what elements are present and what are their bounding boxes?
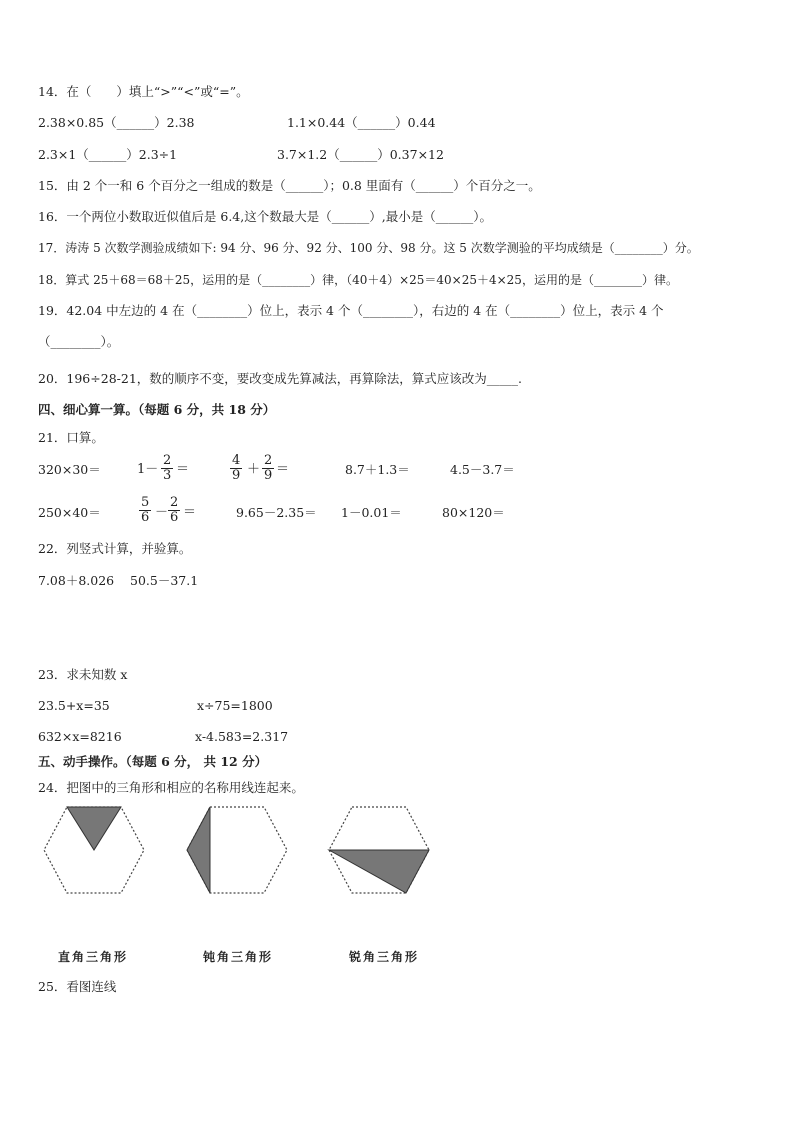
q21-e5: 4.5－3.7＝ <box>450 462 515 477</box>
q21-e3-num2: 2 <box>264 453 273 468</box>
q19-line1: 19．42.04 中左边的 4 在（________）位上，表示 4 个（________），右边的 4 在（________）位上，表示 4 个 <box>38 303 664 318</box>
q21-e7-frac2 <box>168 496 180 525</box>
q18-text: 18．算式 25＋68＝68＋25，运用的是（________）律，（40＋4）×25＝40×25＋4×25，运用的是（________）律。 <box>38 273 678 287</box>
q21-e6: 250×40＝ <box>38 505 101 520</box>
q16-text: 16．一个两位小数取近似值后是 6.4,这个数最大是（______）,最小是（______）。 <box>38 209 492 224</box>
q23-e4: x-4.583=2.317 <box>195 729 289 744</box>
q21-e2-frac <box>161 454 173 483</box>
q15-text: 15．由 2 个一和 6 个百分之一组成的数是（______）；0.8 里面有（______）个百分之一。 <box>38 178 541 193</box>
q21-e3-post: ＝ <box>276 462 290 477</box>
q24-title: 24．把图中的三角形和相应的名称用线连起来。 <box>38 780 304 795</box>
q14-expr-c: 2.3×1（______）2.3÷1 <box>38 147 178 162</box>
q21-e3-num1: 4 <box>232 453 241 468</box>
q23-e3: 632×x=8216 <box>38 729 122 744</box>
section-4-heading: 四、细心算一算。（每题 6 分，共 18 分） <box>38 402 276 417</box>
q21-e2-post: ＝ <box>176 462 190 477</box>
q17-text: 17．涛涛 5 次数学测验成绩如下: 94 分、96 分、92 分、100 分、98 分。这 5 次数学测验的平均成绩是（________）分。 <box>38 241 699 255</box>
q21-e8: 9.65－2.35＝ <box>236 505 317 520</box>
q23-e2: x÷75=1800 <box>197 698 273 713</box>
q25-title: 25．看图连线 <box>38 979 117 994</box>
q21-e4: 8.7＋1.3＝ <box>345 462 410 477</box>
q21-title: 21．口算。 <box>38 430 104 445</box>
q22-e2: 50.5－37.1 <box>130 573 199 588</box>
q21-e2-num: 2 <box>163 453 172 468</box>
q19-line2: （________）。 <box>38 334 120 349</box>
hexagon-figure-2 <box>183 805 291 895</box>
q21-e7-post: ＝ <box>183 505 197 520</box>
q20-text: 20．196÷28-21，数的顺序不变，要改变成先算减法，再算除法，算式应该改为_____. <box>38 371 522 386</box>
q14-title: 14．在（ ）填上“>”“<”或“=”。 <box>38 84 249 99</box>
q21-e7-num1: 5 <box>141 495 150 510</box>
q21-e3-frac2 <box>262 454 274 483</box>
hexagon-figure-1 <box>40 805 148 895</box>
q21-e7-frac1 <box>139 496 151 525</box>
q21-e7-den1: 6 <box>141 510 150 525</box>
q21-e1: 320×30＝ <box>38 462 101 477</box>
q21-e2-pre: 1－ <box>137 462 159 477</box>
shaded-triangle-2 <box>187 807 210 893</box>
q21-e3-op: ＋ <box>247 462 261 477</box>
q22-e1: 7.08＋8.026 <box>38 573 115 588</box>
q21-e3-den1: 9 <box>232 468 241 483</box>
q21-e9: 1－0.01＝ <box>341 505 402 520</box>
shaded-triangle-1 <box>67 807 121 850</box>
label-acute-triangle: 锐角三角形 <box>349 950 420 964</box>
q21-e3-den2: 9 <box>264 468 273 483</box>
label-obtuse-triangle: 钝角三角形 <box>203 950 274 964</box>
q23-e1: 23.5+x=35 <box>38 698 110 713</box>
shaded-triangle-3 <box>329 850 429 893</box>
q21-e7-op: － <box>155 505 169 520</box>
q21-e7-num2: 2 <box>170 495 179 510</box>
q14-expr-a: 2.38×0.85（______）2.38 <box>38 115 195 130</box>
q23-title: 23．求未知数 x <box>38 667 128 682</box>
q14-expr-b: 1.1×0.44（______）0.44 <box>287 115 436 130</box>
q21-e10: 80×120＝ <box>442 505 505 520</box>
q14-expr-d: 3.7×1.2（______）0.37×12 <box>277 147 444 162</box>
q22-title: 22．列竖式计算，并验算。 <box>38 541 192 556</box>
q21-e2-den: 3 <box>163 468 172 483</box>
hexagon-figure-3 <box>325 805 433 895</box>
section-5-heading: 五、动手操作。（每题 6 分， 共 12 分） <box>38 754 268 769</box>
q21-e3-frac1 <box>230 454 242 483</box>
q21-e7-den2: 6 <box>170 510 179 525</box>
label-right-triangle: 直角三角形 <box>58 950 129 964</box>
